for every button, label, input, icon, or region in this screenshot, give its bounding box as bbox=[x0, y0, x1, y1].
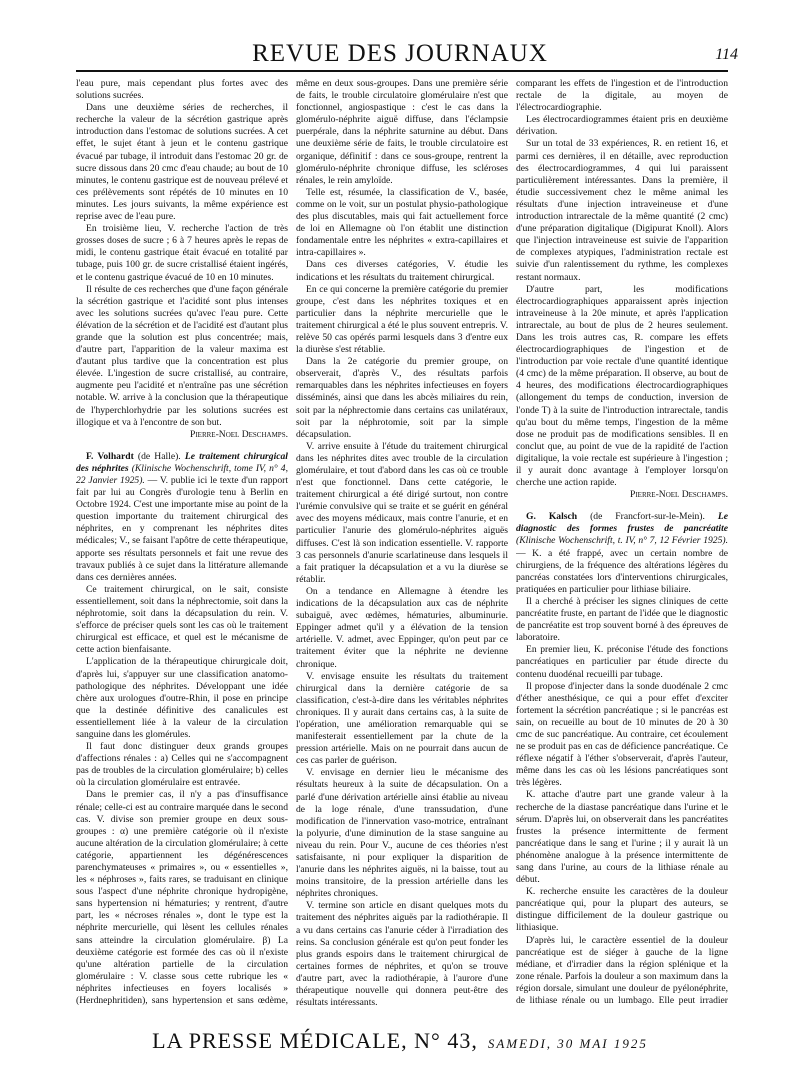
paragraph: Ce traitement chirurgical, on le sait, consiste essentiellement, soit dans la néphrectomie, soit dans la néphrotomie, soit dans la décapsulation du rein. V. s'efforce de préciser quels sont les cas où le traitement chirurgical est efficace, et quel est le mécanisme de cette action bienfaisante. bbox=[76, 583, 288, 656]
paragraph: V. termine son article en disant quelques mots du traitement des néphrites aiguës par la radiothérapie. Il a vu dans certains cas l'anurie céder à l'irradiation des reins. Sa conclusion générale est qu'on peut fonder les plus grands espoirs dans le traitement chirurgical de certaines formes de néphrites, et qu'on se trouve d'autre part, avec la radiothérapie, à l'aurore d'une thérapeutique nouvelle qui donnera peut-être des résultats intéressants. bbox=[296, 900, 508, 1008]
paragraph: On a tendance en Allemagne à étendre les indications de la décapsulation aux cas de néphrite subaiguë, avec œdèmes, hématuries, albuminurie. Eppinger admet qu'il y a élévation de la tension artérielle. V. admet, avec Eppinger, qu'on peut par ce traitement éviter que la néphrite ne devienne chronique. bbox=[296, 585, 508, 670]
section-title: REVUE DES JOURNAUX bbox=[252, 40, 548, 67]
page-footer bbox=[0, 1028, 800, 1054]
abstract-citation: (Klinische Wochenschrift, tome IV, n° 4, 22 Janvier 1925). bbox=[76, 462, 288, 486]
paragraph: Il propose d'injecter dans la sonde duodénale 2 cmc d'éther anesthésique, ce qui a pour effet d'exciter fortement la sécrétion pancréatique ; si le pancréas est sain, on recueille au bout de 10 minutes de 20 à 30 cmc de suc pancréatique. Au contraire, cet écoulement ne se produit pas en cas de déficience pancréatique. Ce réflexe négatif à l'éther s'observerait, d'après l'auteur, même dans les cas où les lésions pancréatiques sont très légères. bbox=[516, 680, 728, 789]
abstract-affiliation: (de Halle). bbox=[137, 450, 181, 462]
abstract-affiliation: (de Francfort-sur-le-Mein). bbox=[590, 511, 705, 523]
paragraph: Il a cherché à préciser les signes cliniques de cette pancréatite fruste, en partant de l'idée que le diagnostic de pancréatite est trop souvent borné à des épreuves de laboratoire. bbox=[516, 595, 728, 644]
paragraph: V. envisage ensuite les résultats du traitement chirurgical dans la dernière catégorie de sa classification, c'est-à-dire dans les véritables néphrites chroniques. Il y aurait dans certains cas, à la suite de l'opération, une amélioration remarquable qui se manifesterait essentiellement par la chute de la pression artérielle. Mais on ne pourrait dans aucun de ces cas parler de guérison. bbox=[296, 670, 508, 767]
paragraph: D'autre part, les modifications électrocardiographiques apparaissent après injection intraveineuse à la 20e minute, et après l'application intrarectale, au bout de plus de 2 heures seulement. Dans les trois autres cas, R. compare les effets électrocardiographiques de l'ingestion et de l'introduction par voie rectale d'une quantité identique (4 cmc) de la même préparation. Il observe, au bout de 4 heures, des modifications électrocardiographiques (allongement du temps de conduction, inversion de l'onde T) à la suite de l'introduction intrarectale, tandis qu'au bout du même temps, l'ingestion de la même dose ne produit pas de modifications sensibles. Il en conclut que, au point de vue de la rapidité de l'action digitalique, la voie rectale est supérieure à l'ingestion ; il y aurait donc avantage à l'employer lorsqu'on cherche une action rapide. bbox=[516, 283, 728, 489]
text-column-3 bbox=[516, 78, 728, 1008]
paragraph: Il résulte de ces recherches que d'une façon générale la sécrétion gastrique et l'acidité sont plus intenses avec les solutions sucrées qu'avec l'eau pure. Cette élévation de la sécrétion et de l'acidité est d'autant plus grande que la solution est plus concentrée; mais, d'autre part, l'apparition de la valeur maxima est d'autant plus tardive que la concentration est plus élevée. L'ingestion de sucre cristallisé, au contraire, augmente peu l'acidité et n'entraîne pas une sécrétion notable. W. arrive à la conclusion que la thérapeutique de l'hyperchlorhydrie par les solutions sucrées est illogique et va à l'encontre de son but. bbox=[76, 283, 288, 428]
paragraph: Il faut donc distinguer deux grands groupes d'affections rénales : a) Celles qui ne s'accompagnent pas de troubles de la circulation glomérulaire; b) celles où la circulation glomérulaire est entravée. bbox=[76, 741, 288, 789]
abstract-author: F. Volhardt bbox=[86, 450, 134, 462]
abstract-heading bbox=[76, 451, 288, 584]
paragraph: Dans le premier cas, il n'y a pas d'insuffisance rénale; celle-ci est au contraire marquée dans le second cas. V. divise son premier groupe en deux sous-groupes : α) une première catégorie où il n'existe aucune altération de la circulation glomérulaire; à cette catégorie, appartiennent les dégénérescences parenchymateuses « primaires », ou « essentielles », les « néphroses », faits rares, se traduisant en clinique sous l'aspect d'une néphrite chronique hydropigène, sans hypertension ni hématuries; y rentrent, d'autre part, les « nécroses rénales », dont le type est la néphrite mercurielle, qui lèsent les cellules rénales sans atteindre la circulation glomérulaire. β) La deuxième catégorie est formée des cas où il n'existe qu'une altération partielle de la circulation glomérulaire : V. classe sous cette rubrique les « néphrites infectieuses en foyers localisés » (Herdnephritiden), sans hypertension et sans œdème, bbox=[76, 789, 288, 1007]
abstract-lead: — K. a été frappé, avec un certain nombre de chirurgiens, de la fréquence des altérations légères du pancréas constatées lors d'interventions chirurgicales, pratiquées en particulier pour lithiase biliaire. bbox=[516, 547, 728, 595]
author-signature: Pierre-Noel Deschamps. bbox=[630, 489, 728, 501]
paragraph: comparant les effets de l'ingestion et de l'introduction rectale de la digitale, au moyen de l'électrocardiographie. bbox=[516, 78, 728, 114]
paragraph: En premier lieu, K. préconise l'étude des fonctions pancréatiques en particulier par étude directe du contenu duodénal recueilli par tubage. bbox=[516, 644, 728, 680]
paragraph: Dans ces diverses catégories, V. étudie les indications et les résultats du traitement chirurgical. bbox=[296, 259, 508, 283]
journal-name: LA PRESSE MÉDICALE, N° 43, bbox=[152, 1028, 478, 1053]
text-column-1 bbox=[76, 78, 288, 1008]
page-number: 114 bbox=[715, 46, 738, 63]
paragraph: K. recherche ensuite les caractères de la douleur pancréatique qui, pour la plupart des auteurs, se distingue difficilement de la douleur gastrique ou lithiasique. bbox=[516, 886, 728, 934]
text-column-2 bbox=[296, 78, 508, 1008]
header-rule bbox=[76, 70, 728, 72]
abstract-title: Le traitement chirurgical des néphrites bbox=[76, 450, 288, 474]
paragraph: Les électrocardiogrammes étaient pris en deuxième dérivation. bbox=[516, 114, 728, 138]
page-header bbox=[0, 40, 800, 74]
paragraph: Sur un total de 33 expériences, R. en retient 16, et parmi ces dernières, il en détaille, avec reproduction des électrocardiogrammes, 4 qui lui paraissent particulièrement intéressantes. Dans la première, il étudie successivement chez le même animal les résultats d'une injection intraveineuse et d'une introduction intrarectale de la même quantité (2 cmc) d'une préparation digitalique (Digipurat Knoll). Alors que l'injection intraveineuse est suivie de l'apparition de complexes atypiques, l'administration rectale est suivie d'un ralentissement du rythme, les complexes restant normaux. bbox=[516, 138, 728, 283]
abstract-author: G. Kalsch bbox=[526, 511, 578, 523]
abstract-lead: — V. publie ici le texte d'un rapport fait par lui au Congrès d'urologie tenu à Berlin en Octobre 1924. C'est une importante mise au point de la question importante du traitement chirurgical des néphrites, en y comprenant les néphrites dites médicales; V., se faisant l'apôtre de cette thérapeutique, apporte ses résultats personnels et fait une revue des travaux publiés à ce sujet dans la littérature allemande dans ces dernières années. bbox=[76, 475, 288, 583]
author-signature: Pierre-Noel Deschamps. bbox=[190, 428, 288, 440]
paragraph: L'application de la thérapeutique chirurgicale doit, d'après lui, s'appuyer sur une classification anatomo-pathologique des néphrites. Développant une idée chère aux urologues d'outre-Rhin, il pose en principe que la destinée définitive des canalicules est essentiellement liée à la valeur de la circulation sanguine dans les glomérules. bbox=[76, 656, 288, 740]
issue-date: SAMEDI, 30 MAI 1925 bbox=[487, 1036, 648, 1051]
paragraph: En ce qui concerne la première catégorie du premier groupe, c'est dans les néphrites toxiques et en particulier dans la néphrite mercurielle que le traitement chirurgical a été le plus souvent entrepris. V. relève 50 cas opérés parmi lesquels dans 3 d'entre eux la diurèse s'est rétablie. bbox=[296, 283, 508, 356]
abstract-title: Le diagnostic des formes frustes de pancréatite bbox=[516, 511, 728, 535]
paragraph: K. attache d'autre part une grande valeur à la recherche de la diastase pancréatique dans l'urine et le sérum. D'après lui, on observerait dans les pancréatites frustes la présence intermittente de ferment pancréatique dans le sang et l'urine ; il y aurait là un phénomène analogue à la présence intermittente de sang dans l'urine, au cours de la lithiase rénale au début. bbox=[516, 789, 728, 886]
abstract-heading bbox=[516, 511, 728, 596]
paragraph: V. envisage en dernier lieu le mécanisme des résultats heureux à la suite de décapsulation. On a parlé d'une dérivation artérielle ainsi établie au niveau de la loge rénale, d'une transsudation, d'une modification de l'innervation vaso-motrice, entraînant la polyurie, d'une diminution de la stase sanguine au niveau du rein. Pour V., aucune de ces théories n'est satisfaisante, ni pour expliquer la disparition de l'anurie dans les néphrites aiguës, ni la baisse, tout au moins transitoire, de la pression artérielle dans les néphrites chroniques. bbox=[296, 767, 508, 900]
paragraph: V. arrive ensuite à l'étude du traitement chirurgical dans les néphrites dites avec trouble de la circulation glomérulaire, et tout d'abord dans les cas où ce trouble n'est que fonctionnel. Dans cette catégorie, le traitement chirurgical a été dirigé surtout, non contre l'urémie convulsive qui se traite et se guérit en général avec des moyens médicaux, mais contre l'anurie, et en particulier l'anurie des glomérulo-néphrites aiguës diffuses. C'est là son indication essentielle. V. rapporte 3 cas personnels d'anurie scarlatineuse dans lesquels il a fait pratiquer la décapsulation et a vu la diurèse se rétablir. bbox=[296, 440, 508, 585]
paragraph: Dans la 2e catégorie du premier groupe, on observerait, d'après V., des résultats parfois remarquables dans les néphrites infectieuses en foyers disséminés, ainsi que dans les abcès miliaires du rein, soit par la néphrectomie dans certains cas unilatéraux, soit par la néphrotomie, soit par la simple décapsulation. bbox=[296, 356, 508, 440]
paragraph: En troisième lieu, V. recherche l'action de très grosses doses de sucre ; 6 à 7 heures après le repas de midi, le contenu gastrique était évacué en totalité par tubage, puis 100 gr. de sucre cristallisé étaient ingérés, et le contenu gastrique évacué de 10 en 10 minutes. bbox=[76, 223, 288, 283]
paragraph: l'eau pure, mais cependant plus fortes avec des solutions sucrées. bbox=[76, 78, 288, 102]
paragraph: Dans une deuxième séries de recherches, il recherche la valeur de la sécrétion gastrique après introduction dans l'estomac de solutions sucrées. A cet effet, le sujet étant à jeun et le contenu gastrique évacué par tubage, il introduit dans l'estomac 20 gr. de sucre dissous dans 20 cmc d'eau chaude; au bout de 10 minutes, le contenu gastrique est de nouveau prélevé et ces prélèvements sont répétés de 10 minutes en 10 minutes. Les jours suivants, la même expérience est reprise avec de l'eau pure. bbox=[76, 102, 288, 223]
paragraph: Telle est, résumée, la classification de V., basée, comme on le voit, sur un postulat physio-pathologique des plus discutables, mais qui fait actuellement force de loi en Allemagne où l'on établit une distinction fondamentale entre les néphrites « extra-capillaires et intra-capillaires ». bbox=[296, 186, 508, 259]
paragraph: même en deux sous-groupes. Dans une première série de faits, le trouble circulatoire glomérulaire n'est que fonctionnel, angiospastique : c'est le cas dans la glomérulo-néphrite aiguë diffuse, dans l'éclampsie puerpérale, dans la néphrite saturnine au début. Dans une deuxième série de faits, le trouble circulatoire est organique, définitif : dans ce sous-groupe, rentrent la glomérulo-néphrite chronique diffuse, les scléroses rénales, le rein amyloïde. bbox=[296, 78, 508, 186]
abstract-citation: (Klinische Wochenschrift, t. IV, n° 7, 12 Février 1925). bbox=[516, 535, 728, 547]
paragraph: D'après lui, le caractère essentiel de la douleur pancréatique est de siéger à gauche de la ligne médiane, et d'irradier dans la région splénique et la zone rénale. Parfois la douleur a son maximum dans la région dorsale, simulant une douleur de pyélonéphrite, de lithiase rénale ou un lumbago. Elle peut irradier bbox=[516, 934, 728, 1007]
